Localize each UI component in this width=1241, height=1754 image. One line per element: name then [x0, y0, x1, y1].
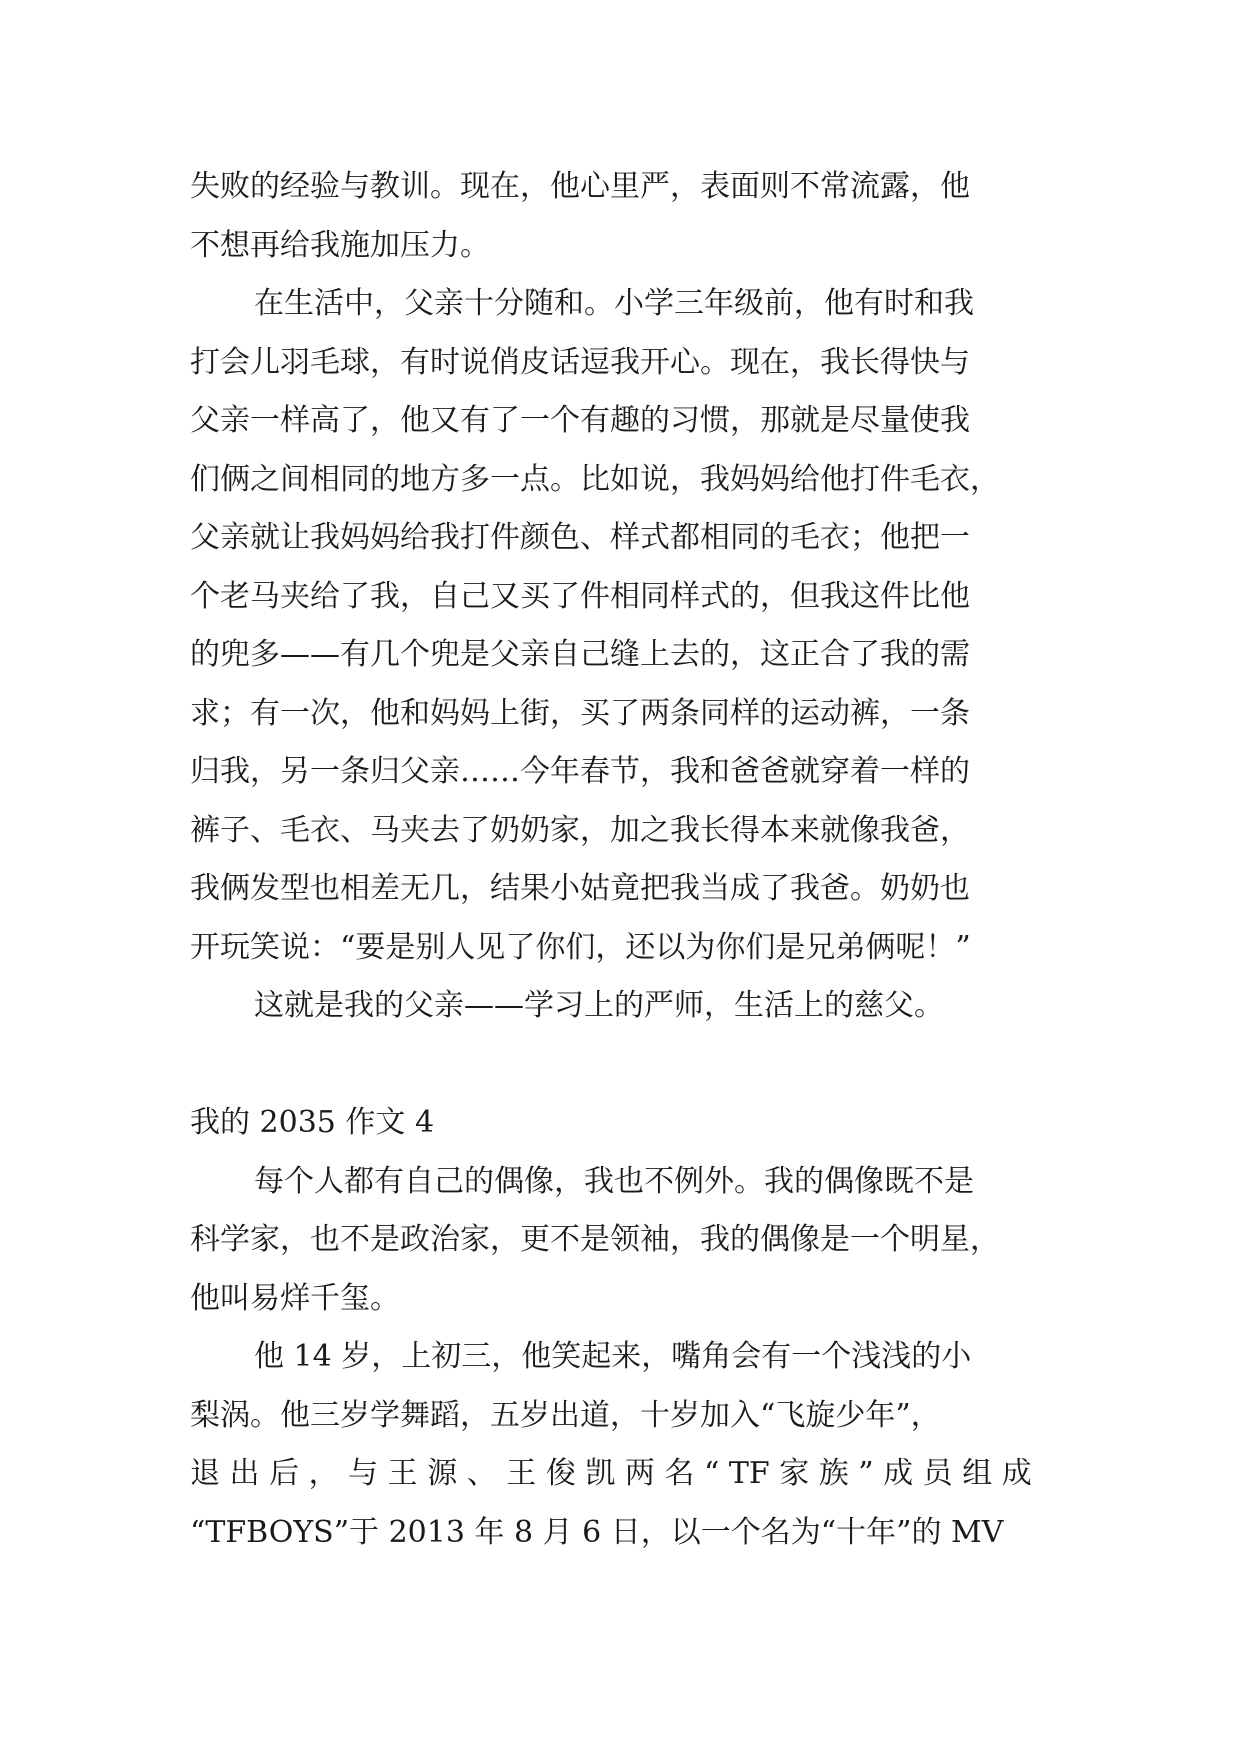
paragraph-line: 不想再给我施加压力。: [190, 227, 490, 263]
paragraph-line: 失败的经验与教训。现在，他心里严，表面则不常流露，他: [190, 169, 970, 204]
paragraph-line: 裤子、毛衣、马夹去了奶奶家，加之我长得本来就像我爸，: [190, 812, 970, 848]
paragraph-line: 们俩之间相同的地方多一点。比如说，我妈妈给他打件毛衣，: [190, 461, 1000, 497]
document-body: [190, 158, 1050, 1562]
paragraph-line: 求；有一次，他和妈妈上街，买了两条同样的运动裤，一条: [190, 695, 970, 731]
paragraph-first-line: 他 14 岁，上初三，他笑起来，嘴角会有一个浅浅的小: [254, 1339, 972, 1374]
paragraph-line: 我俩发型也相差无几，结果小姑竟把我当成了我爸。奶奶也: [190, 871, 970, 906]
paragraph-line: 梨涡。他三岁学舞蹈，五岁出道，十岁加入“飞旋少年”，: [190, 1397, 941, 1433]
paragraph-line: “TFBOYS”于 2013 年 8 月 6 日，以一个名为“十年”的 MV: [190, 1514, 1004, 1550]
paragraph-line: 个老马夹给了我，自己又买了件相同样式的，但我这件比他: [190, 578, 970, 614]
paragraph-line: 他叫易烊千玺。: [190, 1280, 400, 1316]
paragraph-line: 开玩笑说：“要是别人见了你们，还以为你们是兄弟俩呢！”: [190, 929, 971, 965]
essay-title: 我的 2035 作文 4: [190, 1105, 435, 1140]
paragraph-first-line: 每个人都有自己的偶像，我也不例外。我的偶像既不是: [254, 1163, 974, 1199]
paragraph-line: 科学家，也不是政治家，更不是领袖，我的偶像是一个明星，: [190, 1222, 1000, 1257]
blank-line: [190, 1036, 1050, 1095]
paragraph-first-line: 这就是我的父亲——学习上的严师，生活上的慈父。: [254, 988, 944, 1023]
paragraph-line: 的兜多——有几个兜是父亲自己缝上去的，这正合了我的需: [190, 637, 970, 672]
paragraph-line: 退 出 后 ， 与 王 源 、 王 俊 凯 两 名 “ TF 家 族 ” 成 员 组 成: [190, 1456, 1032, 1491]
paragraph-line: 父亲一样高了，他又有了一个有趣的习惯，那就是尽量使我: [190, 403, 970, 438]
paragraph-line: 父亲就让我妈妈给我打件颜色、样式都相同的毛衣；他把一: [190, 520, 970, 555]
paragraph-line: 打会儿羽毛球，有时说俏皮话逗我开心。现在，我长得快与: [190, 344, 970, 380]
paragraph-first-line: 在生活中，父亲十分随和。小学三年级前，他有时和我: [254, 286, 974, 321]
paragraph-line: 归我，另一条归父亲……今年春节，我和爸爸就穿着一样的: [190, 754, 970, 789]
